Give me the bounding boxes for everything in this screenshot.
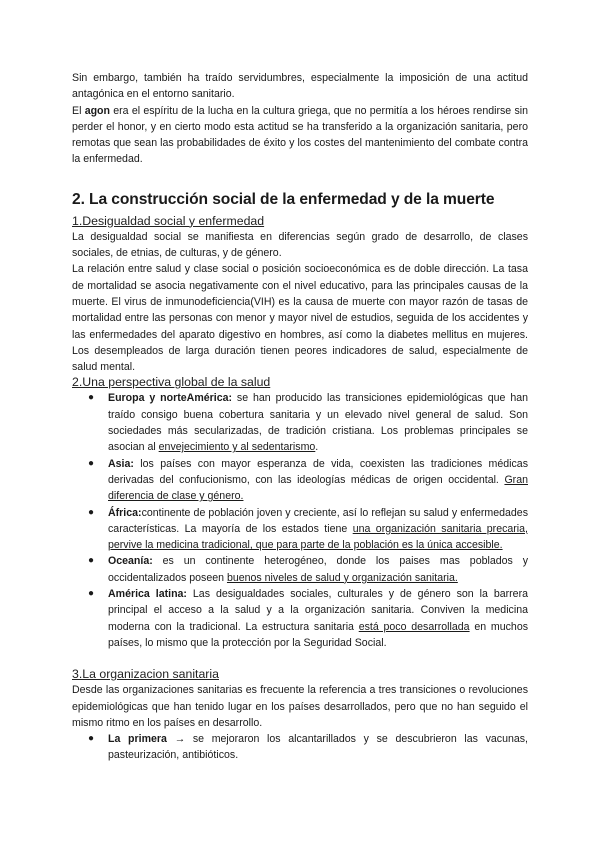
list-item-label: La primera	[108, 733, 167, 746]
list-item	[72, 390, 528, 455]
list-item-underline: está poco desarrollada	[358, 620, 470, 633]
subsection-3-paragraph-1: Desde las organizaciones sanitarias es frecuente la referencia a tres transiciones o revoluciones epidemiológicas que han tenido lugar en los países desarrollados, pero que no han seguido el mismo ritmo en los países en desarrollo.	[72, 684, 528, 729]
section-2-heading: 2. La construcción social de la enfermedad y de la muerte	[72, 190, 495, 208]
list-item-text: es un continente heterogéneo, donde los paises mas poblados y occidentalizados poseen	[108, 555, 528, 584]
intro-paragraph-1: Sin embargo, también ha traído servidumbres, especialmente la imposición de una actitud antagónica en el entorno sanitario.	[72, 72, 528, 101]
list-item-text: continente de población joven y creciente, así lo reflejan su salud y enfermedades características. La mayoría de los estados tiene	[108, 506, 528, 535]
list-item-text: los países con mayor esperanza de vida, coexisten las tradiciones médicas derivadas del confucionismo, con las ideologías médicas de origen occidental.	[108, 457, 528, 486]
list-item-text: → se mejoraron los alcantarillados y se descubrieron las vacunas, pasteurización, antibióticos.	[108, 733, 528, 762]
list-item-label: África:	[108, 506, 142, 519]
list-item-text: se han producido las transiciones epidemiológicas que han traído consigo buena cobertura sanitaria y un elevado nivel general de salud. Son sociedades más secularizadas, de tradición cristiana. Los problemas principales se asocian al	[108, 392, 528, 454]
list-item-label: Europa y norteAmérica:	[108, 392, 233, 405]
list-item	[72, 731, 528, 764]
agon-term: agon	[84, 104, 110, 117]
bullet-icon: ●	[88, 506, 95, 518]
subsection-3-heading: 3.La organizacion sanitaria	[72, 667, 219, 682]
list-item	[72, 586, 528, 651]
list-item-after: en muchos países, lo mismo que la protección por la Seguridad Social.	[108, 620, 529, 649]
bullet-icon: ●	[88, 733, 95, 745]
intro-p2-pre: El	[72, 104, 85, 117]
intro-p2-post: era el espíritu de la lucha en la cultura griega, que no permitía a los héroes rendirse sin perder el honor, y en cierto modo esta actitud se ha transferido a la organización sanitaria, pero remotas que sean las probabilidades de éxito y los costes del mantenimiento del combate contra la enfermedad.	[72, 104, 528, 166]
bullet-icon: ●	[88, 588, 95, 600]
list-item	[72, 553, 528, 586]
region-list	[72, 390, 528, 651]
list-item	[72, 505, 528, 554]
document-page	[72, 70, 528, 764]
list-item-text: Las desigualdades sociales, culturales y de género son la barrera principal el acceso a la salud y a la organización sanitaria. Conviven la medicina moderna con la tradicional. La estructura sanitaria	[108, 588, 528, 633]
list-item-underline: buenos niveles de salud y organización sanitaria.	[226, 571, 458, 584]
subsection-2-heading: 2.Una perspectiva global de la salud	[72, 375, 271, 390]
list-item	[72, 456, 528, 505]
list-item-after: .	[315, 441, 319, 454]
subsection-1-paragraph-1: La desigualdad social se manifiesta en diferencias según grado de desarrollo, de clases sociales, de etnias, de culturas, y de género.	[72, 230, 528, 260]
list-item-label: América latina:	[108, 588, 187, 601]
bullet-icon: ●	[88, 555, 95, 567]
intro-paragraph-2	[72, 103, 528, 168]
list-item-underline: Gran diferencia de clase y género.	[108, 473, 528, 503]
subsection-1-paragraph-2: La relación entre salud y clase social o posición socioeconómica es de doble dirección. La tasa de mortalidad se asocia negativamente con el nivel educativo, para las principales causas de la muerte. El virus de inmunodeficiencia(VIH) es la causa de muerte con mayor razón de tasas de mortalidad entre las personas con menor y mayor nivel de estudios, seguida de los accidentes y las enfermedades del aparato digestivo en hombres, así como la diabetes mellitus en mujeres. Los desempleados de larga duración tienen peores indicadores de salud, especialmente de salud mental.	[72, 263, 528, 374]
list-item-underline: envejecimiento y al sedentarismo	[158, 441, 316, 454]
list-item-underline: una organización sanitaria precaria, pervive la medicina tradicional, que para parte de la población es la única accesible.	[108, 522, 528, 552]
list-item-label: Oceanía:	[108, 555, 153, 568]
bullet-icon: ●	[88, 457, 95, 469]
subsection-1-heading: 1.Desigualdad social y enfermedad	[72, 213, 265, 228]
transition-list	[72, 731, 528, 764]
list-item-label: Asia:	[108, 457, 134, 470]
bullet-icon: ●	[88, 392, 95, 404]
